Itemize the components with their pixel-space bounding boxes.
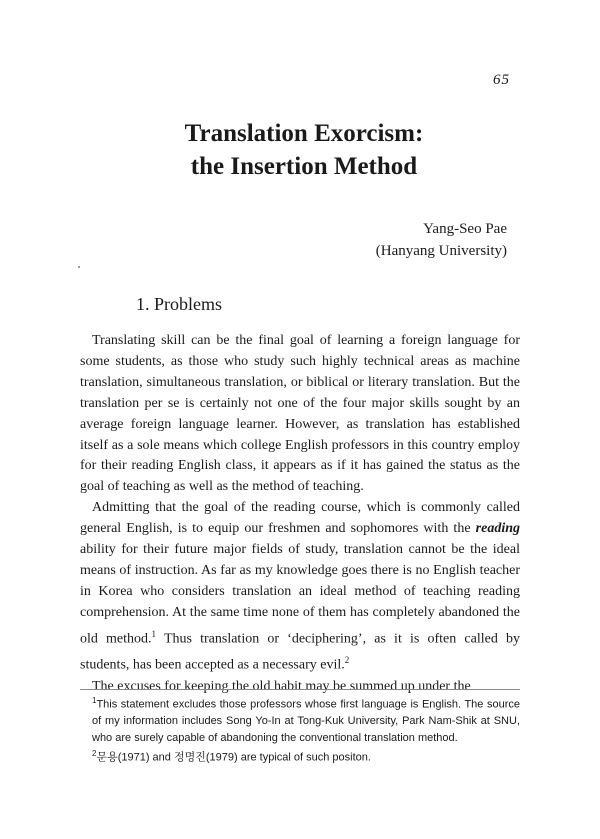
footnote-divider — [80, 689, 520, 690]
paragraph-2-part-b: ability for their future major fields of study, translation cannot be the ideal means of instruction. As far as my knowledge goes there is no English teacher in Korea who considers translation an ideal method of teaching reading comprehension. At the same time none of them has completely abandoned the old method. — [80, 542, 520, 647]
footnote-2 — [92, 746, 520, 766]
paragraph-2-part-a: Admitting that the goal of the reading course, which is commonly called general English, is to equip our freshmen and sophomores with the — [80, 500, 520, 537]
emphasis-reading: reading — [475, 521, 520, 537]
paragraph-2-part-c: Thus translation or ‘deciphering’, as it is often called by students, has been accepted as a necessary evil. — [80, 631, 520, 673]
body-text — [80, 331, 520, 698]
title-line-1: Translation Exorcism: — [184, 120, 424, 147]
paragraph-1: Translating skill can be the final goal of learning a foreign language for some students, as those who study such highly technical areas as machine translation, simultaneous translation, or biblical or literary translation. But the translation per se is certainly not one of the four major skills sought by an average foreign language learner. However, as translation has established itself as a sole means which college English professors in this country employ for their reading English class, it appears as if it has gained the status as the goal of teaching as well as the method of teaching. — [80, 333, 520, 495]
author-block — [376, 218, 507, 262]
footnote-ref-2: 2 — [344, 655, 350, 666]
footnote-2-marker: 2 — [92, 749, 97, 759]
footnote-1-marker: 1 — [92, 696, 97, 705]
author-name: Yang-Seo Pae — [423, 221, 507, 237]
paragraph-2 — [80, 498, 520, 677]
footnote-2-text: 문용(1971) and 정명진(1979) are typical of such positon. — [96, 752, 371, 765]
author-affiliation: (Hanyang University) — [375, 243, 507, 259]
scan-speck — [78, 266, 80, 268]
footnote-ref-1: 1 — [151, 628, 157, 639]
footnote-1 — [92, 693, 520, 746]
title-line-2: the Insertion Method — [190, 153, 418, 180]
paper-title — [0, 117, 600, 183]
page-number: 65 — [493, 72, 510, 88]
section-heading: 1. Problems — [136, 294, 223, 314]
footnote-1-text: This statement excludes those professors whose first language is English. The source of my information includes Song Yo-In at Tong-Kuk University, Park Nam-Shik at SNU, who are surely capable of abandoning the conventional translation method. — [92, 698, 520, 744]
footnotes — [92, 693, 520, 767]
paragraph-3: The excuses for keeping the old habit may be summed up under the — [92, 678, 471, 694]
